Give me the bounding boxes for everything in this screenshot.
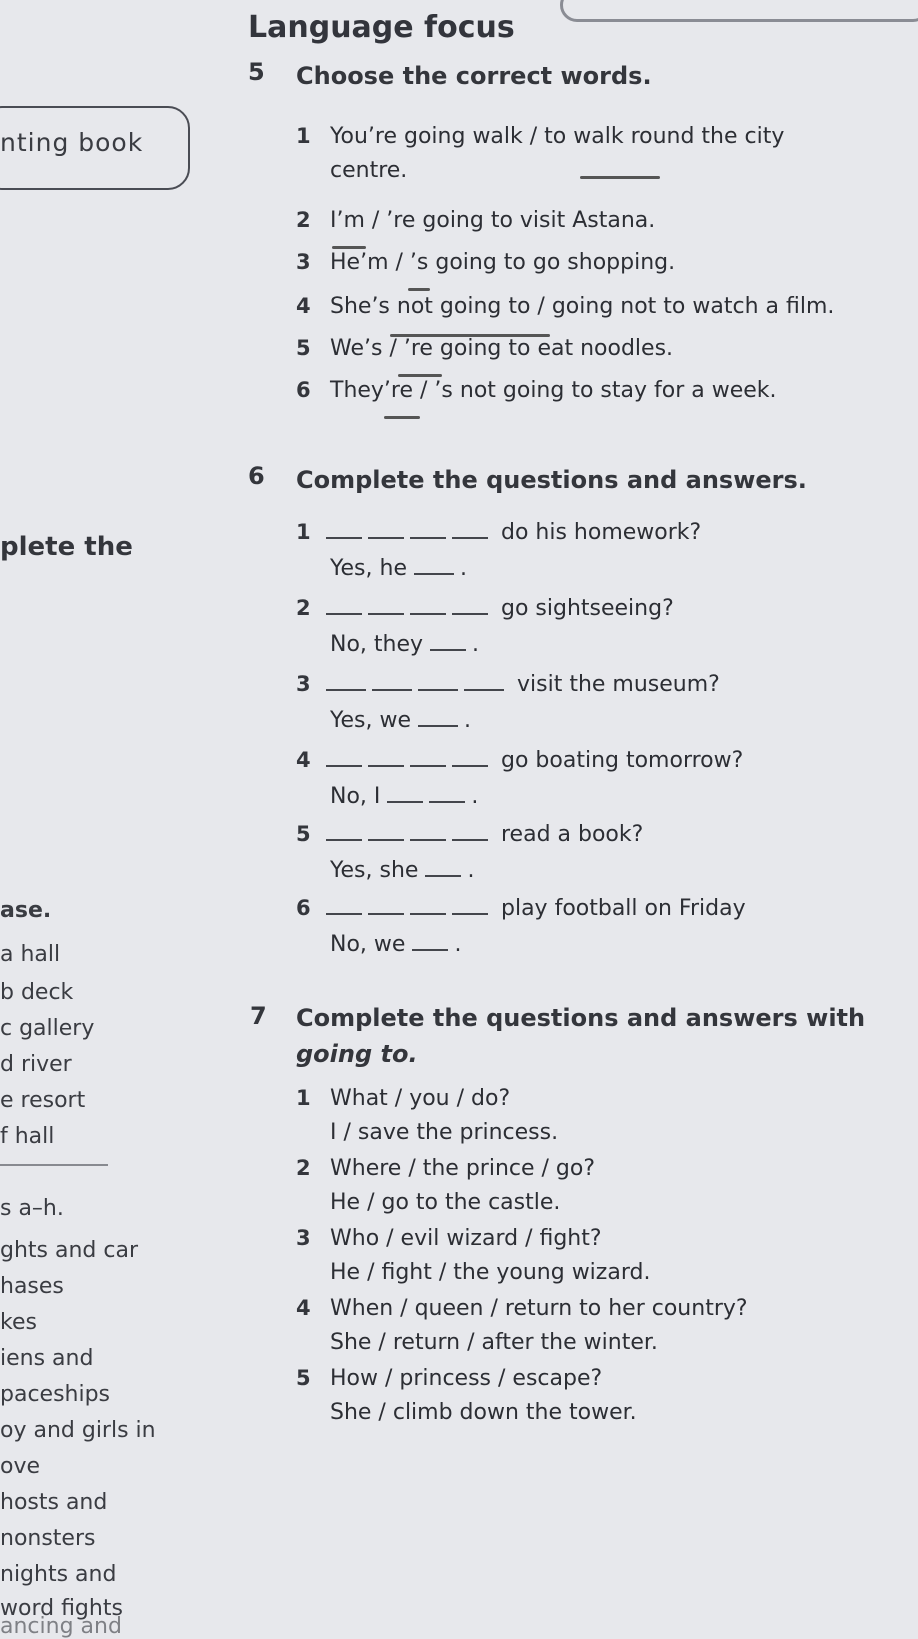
ex6-answer — [330, 708, 471, 733]
ex7-answer: I / save the princess. — [330, 1120, 559, 1145]
ex5-item-text: We’s / ’re going to eat noodles. — [330, 336, 674, 361]
ex6-question — [326, 748, 743, 773]
ex5-item-number: 1 — [296, 124, 311, 148]
ex7-question: Where / the prince / go? — [330, 1156, 596, 1181]
answer-underline — [384, 416, 420, 419]
left-topic: ancing and — [0, 1614, 122, 1639]
left-topic: nonsters — [0, 1526, 96, 1551]
left-instruction-fragment: ase. — [0, 898, 52, 923]
ex5-item-number: 4 — [296, 294, 311, 318]
ex7-question: How / princess / escape? — [330, 1366, 603, 1391]
ex6-item-number: 6 — [296, 896, 311, 920]
ex6-question-text: visit the museum? — [517, 672, 720, 697]
left-topic: hases — [0, 1274, 64, 1299]
answer-underline — [580, 176, 660, 179]
ex6-question-text: play football on Friday — [501, 896, 746, 921]
ex6-answer-end: . — [472, 632, 480, 657]
exercise-5-instruction: Choose the correct words. — [296, 62, 652, 90]
ex7-answer: He / fight / the young wizard. — [330, 1260, 651, 1285]
ex6-answer-text: Yes, we — [330, 708, 412, 733]
ex7-item-number: 1 — [296, 1086, 311, 1110]
exercise-7-instruction-cont: going to. — [296, 1040, 418, 1068]
ex6-question — [326, 672, 720, 697]
left-topic: ghts and car — [0, 1238, 138, 1263]
ex6-answer-text: No, they — [330, 632, 424, 657]
ex7-question: What / you / do? — [330, 1086, 511, 1111]
ex6-answer-end: . — [467, 858, 475, 883]
left-match-fragment: s a–h. — [0, 1196, 64, 1221]
ex7-answer: He / go to the castle. — [330, 1190, 561, 1215]
ex5-item-number: 5 — [296, 336, 311, 360]
section-title: Language focus — [248, 10, 515, 45]
left-topic: hosts and — [0, 1490, 108, 1515]
answer-underline — [398, 374, 442, 377]
ex6-answer — [330, 632, 479, 657]
left-list-item: d river — [0, 1052, 72, 1077]
left-topic: iens and — [0, 1346, 94, 1371]
ex6-answer-text: Yes, he — [330, 556, 407, 581]
left-list-item: b deck — [0, 980, 74, 1005]
left-topic: ove — [0, 1454, 41, 1479]
ex6-item-number: 4 — [296, 748, 311, 772]
left-topic: nights and — [0, 1562, 117, 1587]
left-topic: kes — [0, 1310, 37, 1335]
ex6-answer — [330, 556, 467, 581]
ex7-question: When / queen / return to her country? — [330, 1296, 748, 1321]
ex6-question — [326, 896, 746, 921]
left-list-item: f hall — [0, 1124, 55, 1149]
ex5-item-number: 2 — [296, 208, 311, 232]
ex5-item-text: He’m / ’s going to go shopping. — [330, 250, 676, 275]
left-topic: oy and girls in — [0, 1418, 156, 1443]
ex5-item-text: I’m / ’re going to visit Astana. — [330, 208, 656, 233]
ex6-answer — [330, 932, 461, 957]
ex6-item-number: 2 — [296, 596, 311, 620]
ex5-item-text: She’s not going to / going not to watch a film. — [330, 294, 835, 319]
ex7-item-number: 2 — [296, 1156, 311, 1180]
left-list-item: e resort — [0, 1088, 86, 1113]
ex6-question — [326, 596, 674, 621]
page-frame-bar — [560, 0, 918, 22]
ex5-item-text: They’re / ’s not going to stay for a week. — [330, 378, 777, 403]
ex6-item-number: 5 — [296, 822, 311, 846]
left-divider — [0, 1164, 108, 1166]
ex5-item-text-cont: centre. — [330, 158, 408, 183]
ex5-item-text: You’re going walk / to walk round the city — [330, 124, 785, 149]
exercise-5-number: 5 — [248, 58, 265, 86]
answer-underline — [332, 246, 366, 249]
left-list-item: a hall — [0, 942, 61, 967]
side-tab-label: nting book — [0, 128, 144, 157]
ex6-answer-end: . — [454, 932, 462, 957]
exercise-6-number: 6 — [248, 462, 265, 490]
exercise-6-instruction: Complete the questions and answers. — [296, 466, 807, 494]
ex5-item-number: 6 — [296, 378, 311, 402]
ex6-question-text: do his homework? — [501, 520, 702, 545]
ex6-question-text: go sightseeing? — [501, 596, 674, 621]
ex6-answer — [330, 784, 478, 809]
ex6-item-number: 3 — [296, 672, 311, 696]
left-topic: word fights — [0, 1596, 123, 1621]
ex6-question — [326, 520, 701, 545]
exercise-7-number: 7 — [250, 1002, 267, 1030]
ex6-answer — [330, 858, 474, 883]
ex6-answer-text: Yes, she — [330, 858, 419, 883]
ex7-question: Who / evil wizard / fight? — [330, 1226, 602, 1251]
left-heading-fragment: plete the — [0, 532, 133, 562]
ex7-answer: She / climb down the tower. — [330, 1400, 637, 1425]
ex6-item-number: 1 — [296, 520, 311, 544]
ex6-answer-text: No, I — [330, 784, 381, 809]
answer-underline — [408, 288, 430, 291]
left-list-item: c gallery — [0, 1016, 95, 1041]
ex6-answer-end: . — [459, 556, 467, 581]
ex7-item-number: 5 — [296, 1366, 311, 1390]
exercise-7-instruction: Complete the questions and answers with — [296, 1004, 866, 1032]
ex6-question-text: go boating tomorrow? — [501, 748, 744, 773]
ex6-question — [326, 822, 643, 847]
ex6-answer-end: . — [471, 784, 479, 809]
ex6-question-text: read a book? — [501, 822, 644, 847]
left-topic: paceships — [0, 1382, 111, 1407]
ex6-answer-text: No, we — [330, 932, 406, 957]
ex7-item-number: 3 — [296, 1226, 311, 1250]
ex6-answer-end: . — [464, 708, 472, 733]
ex5-item-number: 3 — [296, 250, 311, 274]
ex7-answer: She / return / after the winter. — [330, 1330, 658, 1355]
ex7-item-number: 4 — [296, 1296, 311, 1320]
